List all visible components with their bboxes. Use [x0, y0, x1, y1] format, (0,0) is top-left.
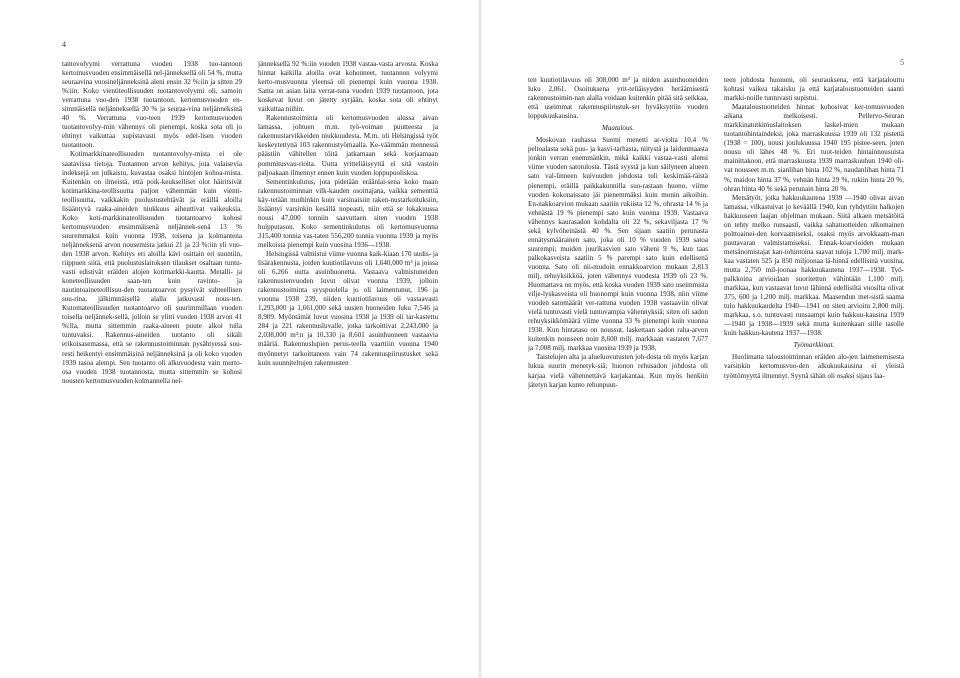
- paragraph: Taistelujen alta ja alueluovutusten joh-dosta oli myös karjan lukua suurin menetyk-siä; huonon rehusadon johdosta oli karjaa vielä vähennettävä karjakantaa. Kun myös henkiin jätetyn karjan kunto rehunpuut-: [528, 353, 708, 389]
- paragraph: Kotimarkkinateollisuuden tuotantovolyy-mista ei ole saatavissa tietoja. Tuotannon arvon kehitys, jota valaisevia indeksejä on julkaistu, kuvastaa osaksi hintojen kohoa-mista. Kuitenkin on ilmeistä, että poik-keukselliset olot häiritsivät kotimarkkina-teollisuutta paljon vähemmän kuin vienti-teollisuutta, vaikkakin puolustustehtävät ja eräillä aloilla lisääntyvä raaka-aineiden niukkuus aiheuttivat vaikeuksia. Koko koti-markkinateollisuuden tuotantoarvo kohosi kertomusvuoden ensimmäisenä neljännek-senä 13 % suuremmaksi kuin vuonna 1938, toisena ja kolmantena neljänneksenä arvon nousemista jatkui 21 ja 23 %:iin yli vuo-den 1938 arvon. Kehitys eri aloilla kävi osittain eri suuntiin, riippuen siitä, että puolustuslaitoksen tilaukset osaltaan tuntu-vasti edistivät eräiden alojen kotimarkki-kautta. Metalli- ja koneteollisuuden saan-ten kuin ravinto- ja nautintoaineteollisuu-den tuotantoarvot pysyivät suhteellisen suu-rina, jälkimmäisellä alalla jatkuvasti nous-ten. Kutomateollisuuden tuotantoarvo oli suurimmillaan vuoden toisella neljännek-sellä, jolloin se ylitti vuoden 1938 arvon 41 %:lla, mutta sittemmin raaka-aineen puute alkoi tulla tuntuvaksi. Rakennus-aineiden tuotanto oli sikäli erikoisasemassa, että se rakennustoiminnan pysähtyessä suu-resti heikentyi ensimmäisinä neljänneksinä ja oli koko vuoden 1939 tasoa alempi. Sen tuotanto oli alkuvuodesta vain murto-osa vuoden 1938 tuotannosta, mutta sittemmin se kohosi nousten kertomusvuoden kolmannella nel-: [62, 150, 242, 385]
- paragraph: Metsätyöt, jotka hakkuukautena 1939 —1940 olivat aivan lamassa, vilkastuivat jo keväällä 1940, kun ryhdyttiin halkojen hakkuuseen laajan ohjelman mukaan. Siitä alkaen metsätöitä on tehty melko runsaasti, vaikka sahatuotteiden ulkomainen polttoainei-den korvaamiseksi, osaksi myös arvokkaam-man puutavaran valmistamiseksi. Ennak-koarvioiden mukaan metsänomistajat kan-tohintoina saavat tuloja 1,700 milj. mark-kaa vastaten 525 ja 850 miljoonaa lä-hinnä edellisinä vuosina, mutta 2,750 mil-joonaa hakkuukautena 1937—1938. Työ-palkkoina arvioidaan suoritettun vähintään 1,100 milj. markkaa, kun vastaavat luvut lähinnä edellisiltä vuosilta olivat 375, 600 ja 1,200 milj. markkaa. Maasendun met-sistä saama tulo hakkuukaudelta 1940—1941 on siten arvioitu 2,800 milj. markkaa, s.o. tuntuvasti runsaampi kuin hakkuu-kausina 1939—1940 ja 1938—1939 sekä mutta kuitenkaan siille tasolle kuin hakkuu-kautena 1937—1938.: [724, 193, 904, 338]
- paragraph: Rakennustoiminta oli kertomusvuoden alussa aivan lamassa, johtuen m.m. työ-voiman puutteesta ja rakennustarvikkeiden niukkuudesta. M.m. oli Helsingissä työt keskeytettynä 103 rakennustyömaalla. Ke-väämmän mennessä päästiin vähitellen töitä jatkamaan sekä korjaamaan pommitusvau-rioita. Uutta yritteliäisyyttä ei sitä vastoin paljoakaan ilmennyt ennen kuin vuoden loppupuoliskoa.: [258, 114, 438, 177]
- paragraph: ten kuutiotilavuus oli 308,000 m³ ja niiden asuinhuoneiden luku 2,061. Osoituksena yrit-teliäisyyden heräämisestä rakennustoimin-nan alalla voidaan kuitenkin pitää sitä seikkaa, että useimmat rakennuspiirustuk-set hyväksyttiin vuoden loppukuukausina.: [528, 76, 708, 121]
- right-page-number: 5: [900, 58, 904, 67]
- paragraph: Sementinkulutus, jota pidetään eräänlai-sena koko maan rakennustoiminnan vilk-kauden osoittajana, vaikka sementtiä käy-tetään muihinkin kuin varsinaisiin raken-nustarkoituksiin, lisääntyi varsinkin kesällä nopeasti, niin että se lokakuussa nousi 47,000 tonniin saavuttaen siten vuoden 1938 huipputason. Koko sementinkulutus oli kertomusvuonna 315,400 tonnia vas-taten 556,200 tonnia vuonna 1939 ja myös melkoista pienempi kuin vuosina 1936—1938.: [258, 177, 438, 249]
- left-column-2: [258, 60, 438, 650]
- right-column-2: [724, 76, 904, 666]
- page-gutter: [478, 0, 482, 678]
- left-column-1: [62, 60, 242, 650]
- left-page-number: 4: [62, 40, 66, 49]
- paragraph: Huolimatta taloustoiminnan eräiden alo-jen laimenemisesta varsinkin kertomusvuo-den alkukuukausina ei yleistä työttömyyttä ilmennyt. Syynä tähän oli osaksi sijaus laa-: [724, 353, 904, 380]
- paragraph: Moskovan rauhassa Suomi menetti ar-violta 10.4 % peltoalasta sekä puu- ja kasvi-tarhasta, niitystä ja laidunmaasta jonkin verran enemmänkin, mikä kaikki vastaa-vasti alensi viime vuoden satotulosta. Tästä syystä ja kun säilyneen alueen sato val-linneen kuivuuden johdosta tuli keskimää-räistä pienempi, eräillä paikkakunnilla suo-rastaan huono, viime vuoden kokonaissato jäi pienemmäksi kuin monin aikoihin. En-nakkoarvion mukaan saatiin rukiista 12 %, ohrasta 14 % ja vehnästä 19 % pienempi sato kuin vuonna 1939. Vastaava vähennys kaurasadon kohdalta oli 22 %, sekaviljasta 17 % sekä kylvöheinästä 40 %. Sen sijaan saatiin perunasta ennätysmäärainen sato, joka oli 10 % vuoden 1939 satoa suurempi; muiden juurikasvien sato väheni 9 %, kun taas palkokasveista saatiin 5 % parempi sato kuin edellisenä vuonna. Sato oli nii-mudoin ennakkoarvion mukaan 2,813 milj. rehuyksikköä, joten vähennys vuodesta 1939 oli 23 %. Huomattava on myös, että koska vuoden 1939 sato useimmista vilje-lyskasveista oli huonompi kuin vuonna 1938, niin viime vuoden satomäärät ver-rattuna vuoden 1938 vastaaviin olivat vielä tuntuvasti vielä tuntuvampia vähennyksiä; siten oli sadon rehuyksikkömäärä viime vuonna 33 % pienempi kuin vuonna 1938. Kun hintataso on noussut, laskettaan sadon raha-arvon kuitenkin nousseen noin 8,600 milj. markkaan vastaten 7,677 ja 7,008 milj. markkaa vuosina 1939 ja 1938.: [528, 136, 708, 353]
- paragraph: Maataloustuotteiden hinnat kohosivat ker-tomusvuoden aikana melkoisesti. Pellervo-Seuran markkinatutkimuslaitoksen laskel-mien mukaan tuotantohintaindeksi, joka marraskuussa 1939 oli 132 pistettä (1938 = 100), nousi joulukuussa 1940 195 pistee-seen, joten nousu oli lähes 48 %. Eri tuot-teiden hintainnousuista mainittakoon, että marraskuusta 1939 marraskuuhun 1940 oli-vat nousseet m.m. sianlihan hinta 102 %, naudanlihan hinta 71 %, maidon hinta 37 %, vehnän hinta 29 %, rukiin hinta 20 %, ohran hinta 40 % sekä perunain hinta 20 %.: [724, 103, 904, 193]
- paragraph: Helsingissä valmistui viime vuonna kaik-kiaan 170 uudis- ja lisärakennusta, joiden kuutiotilavuus oli 1,640,000 m³ ja joissa oli 6,266 uutta asuinhuonetta. Vastaava valmistuneiden rakennustenvuoden luvut olivat vuonna 1939, jolloin rakennustoiminta syyspuolella jo oli laimentunut, 196 ja vuonna 1938 239, niiden kuutiotilavuus oli vastaavasti 1,293,000 ja 1,661,000 sekä uusien huoneiden luku 7,546 ja 8,909. Myöntämät luvut vuosina 1938 ja 1939 oli tar-kastettu 284 ja 221 rakennusluvalle, jotka tarkoittivat 2,243,000 ja 2,038,000 m³:n ja 10,330 ja 8,601 asuinhuoneen vastaavia määriä. Rakennuslupien perus-teella vaarttiin vuonna 1940 myönnetyt tarkoittaneen vain 74 rakennuspiirustusket sekä kuin suunniteltujen rakennusten: [258, 249, 438, 367]
- section-heading: Maatalous.: [601, 124, 635, 133]
- right-column-1: [528, 76, 708, 666]
- section-heading: Työmarkkinat.: [793, 341, 835, 350]
- paragraph: tantovolyymi verrattuna vuoden 1938 tuo-tantoon kertomusvuoden ensimmäisellä nel-jänneksellä oli 54 %, mutta seuraavina vuosineljänneksinä aleni ensin 32 %:iin ja sitten 29 %:iin. Koko vientiteollisuuden tuotantovolyymi oli, samoin verrattuna vuo-den 1938 tuotantoon, kertomusvuoden en-simmäisellä neljänneksellä 30 % ja seuraa-vina neljänneksinä 40 %. Verrattuna vuo-teen 1939 kertomusvuoden tuotantovolyy-min vähennys oli pienempi, koska sota oli jo ehtinyt vaikuttaa supistavasti myös edel-lisen vuoden tuotantoon.: [62, 60, 242, 150]
- paragraph: jänneksellä 92 %:iin vuoden 1938 vastaa-vasta arvosta. Koska hinnat kaikilla aloilla ovat kohonneet, tuotannon volyymi kerto-musvuonna yleensä oli pienempi kuin vuonna 1938. Sama on asian laita verrat-tuna vuoden 1939 tuotantoon, jota koskevat luvut on jätetty syrjään, koska sota oli ehtinyt vaikuttaa niihin.: [258, 60, 438, 114]
- paragraph: teen johdosta huononi, oli seurauksena, että karjatalouttu kohtasi vaikea takaisku ja että karjataloustuotteiden saanti markki-noille tuntuvasti supistui.: [724, 76, 904, 103]
